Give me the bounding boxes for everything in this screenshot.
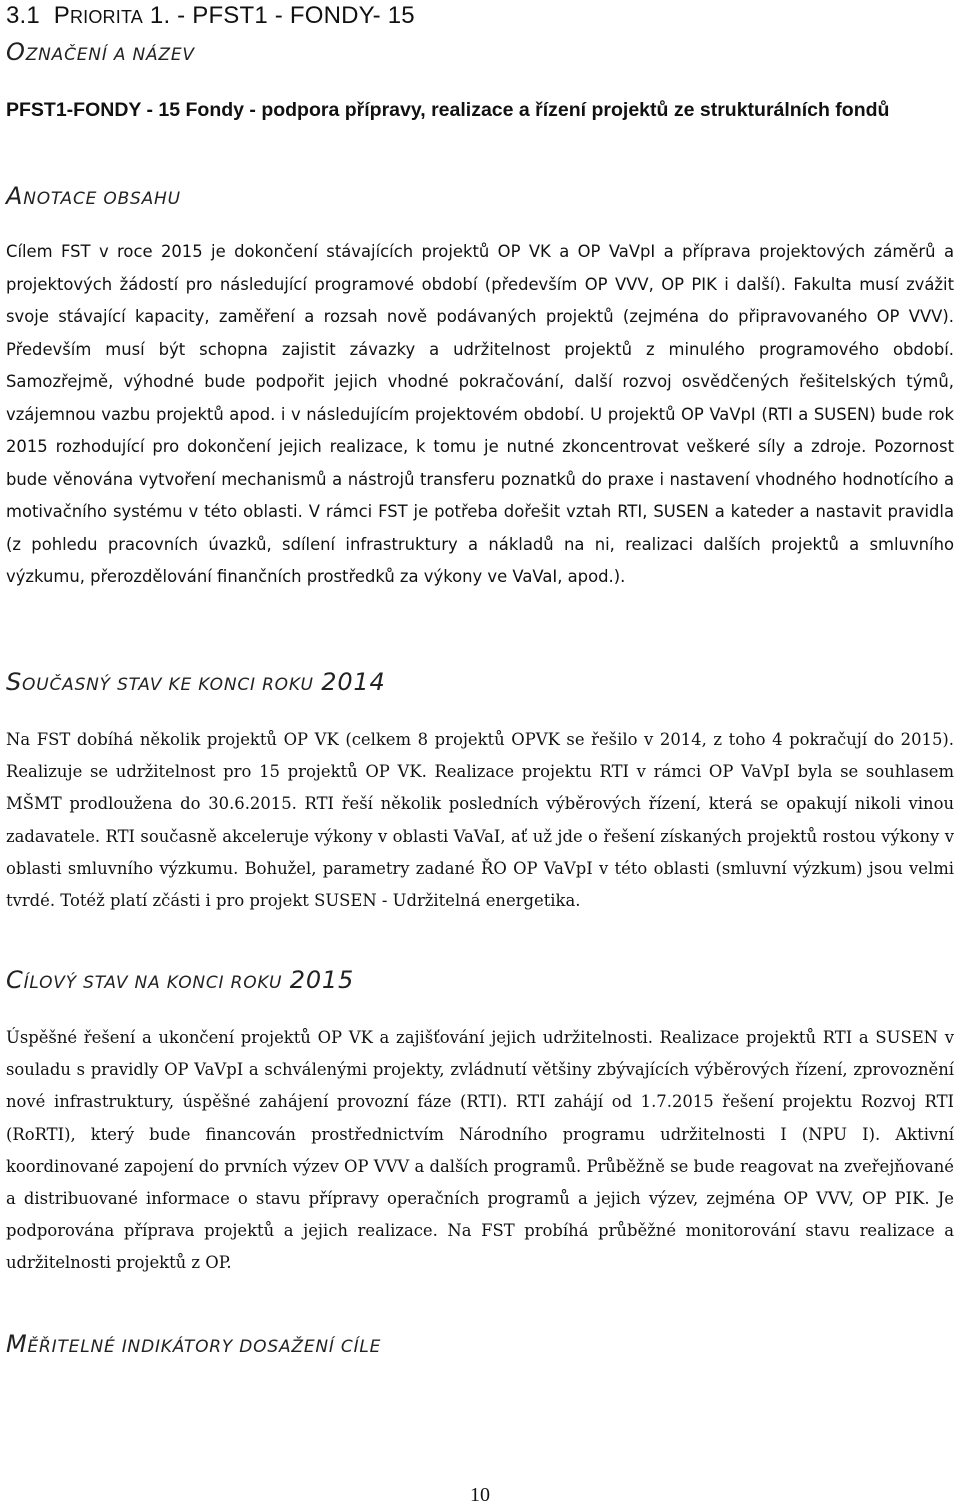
project-title: PFST1-FONDY - 15 Fondy - podpora přípravy, realizace a řízení projektů ze strukturálních fondů	[6, 99, 890, 121]
target-state-paragraph: Úspěšné řešení a ukončení projektů OP VK a zajišťování jejich udržitelnosti. Realizace projektů RTI a SUSEN v souladu s pravidly OP VaVpI a schválenými projekty, zvládnutí většiny zbývajících výběrových řízení, zprovoznění nové infrastruktury, úspěšné zahájení provozní fáze (RTI). RTI zahájí od 1.7.2015 řešení projektu Rozvoj RTI (RoRTI), který bude financován prostřednictvím Národního programu udržitelnosti I (NPU I). Aktivní koordinované zapojení do prvních výzev OP VVV a dalších programů. Průběžně se bude reagovat na zveřejňované a distribuované informace o stavu přípravy operačních programů a jejich výzev, zejména OP VVV, OP PIK. Je podporována příprava projektů a jejich realizace. Na FST probíhá průběžné monitorování stavu realizace a udržitelnosti projektů z OP.	[6, 1028, 954, 1273]
subsection-title-oznaceni: OZNAČENÍ A NÁZEV	[6, 38, 195, 66]
priority-code: 1. - PFST1 - FONDY- 15	[149, 2, 415, 29]
subsection-title-soucasny-stav: SOUČASNÝ STAV KE KONCI ROKU 2014	[6, 668, 386, 696]
annotation-paragraph: Cílem FST v roce 2015 je dokončení stávajících projektů OP VK a OP VaVpI a příprava projektových záměrů a projektových žádostí pro následující programové období (především OP VVV, OP PIK i další). Fakulta musí zvážit svoje stávající kapacity, zaměření a rozsah nově podávaných projektů (zejména do připravovaného OP VVV). Především musí být schopna zajistit závazky a udržitelnost projektů z minulého programového období. Samozřejmě, výhodné bude podpořit jejich vhodné pokračování, další rozvoj osvědčených řešitelských týmů, vzájemnou vazbu projektů apod. i v následujícím projektovém období. U projektů OP VaVpI (RTI a SUSEN) bude rok 2015 rozhodující pro dokončení jejich realizace, k tomu je nutné zkoncentrovat veškeré síly a zdroje. Pozornost bude věnována vytvoření mechanismů a nástrojů transferu poznatků do praxe i nastavení vhodného hodnotícího a motivačního systému v této oblasti. V rámci FST je potřeba dořešit vztah RTI, SUSEN a kateder a nastavit pravidla (z pohledu pracovních úvazků, sdílení infrastruktury a nákladů na ni, realizaci dalších projektů a smluvního výzkumu, přerozdělování finančních prostředků za výkony ve VaVaI, apod.).	[6, 242, 954, 586]
priority-label-rest: RIORITA	[69, 7, 144, 27]
priority-label-initial: P	[53, 2, 70, 29]
subsection-title-cilovy-stav: CÍLOVÝ STAV NA KONCI ROKU 2015	[6, 966, 355, 994]
section-heading	[6, 2, 415, 30]
section-number: 3.1	[6, 2, 40, 29]
current-state-paragraph: Na FST dobíhá několik projektů OP VK (celkem 8 projektů OPVK se řešilo v 2014, z toho 4 pokračují do 2015). Realizuje se udržitelnost pro 15 projektů OP VK. Realizace projektu RTI v rámci OP VaVpI byla se souhlasem MŠMT prodloužena do 30.6.2015. RTI řeší několik posledních výběrových řízení, která se opakují nikoli vinou zadavatele. RTI současně akceleruje výkony v oblasti VaVaI, ať už jde o řešení získaných projektů rostou výkony v oblasti smluvního výzkumu. Bohužel, parametry zadané ŘO OP VaVpI v této oblasti (smluvní výzkum) jsou velmi tvrdé. Totéž platí zčásti i pro projekt SUSEN - Udržitelná energetika.	[6, 730, 954, 911]
page-number: 10	[470, 1484, 490, 1506]
subsection-title-anotace: ANOTACE OBSAHU	[6, 182, 181, 210]
subsection-title-meritelne-indikatory: MĚŘITELNÉ INDIKÁTORY DOSAŽENÍ CÍLE	[6, 1330, 382, 1358]
